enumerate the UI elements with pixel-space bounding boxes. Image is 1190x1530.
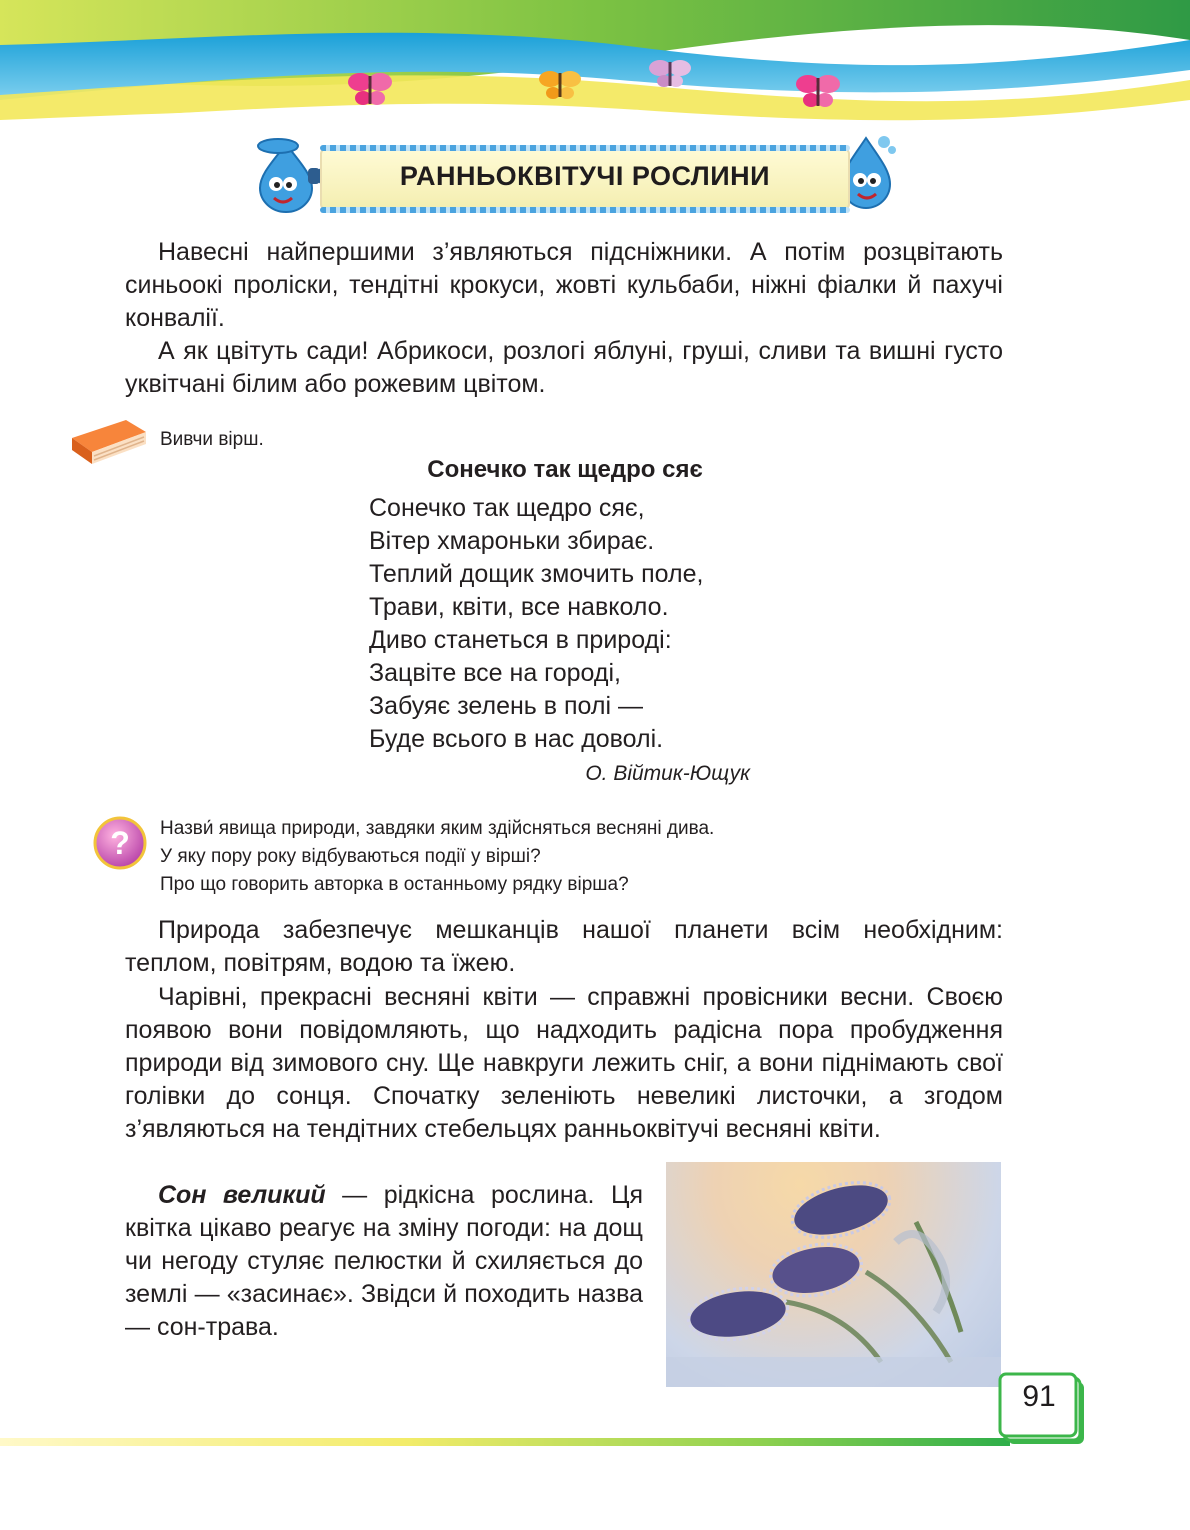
title-ribbon	[320, 148, 850, 210]
pasque-flower-text: — рідкісна рослина. Ця квітка цікаво реагує на зміну погоди: на дощ чи негоду стуляє пелюстки й схиляється до землі — «засинає». Звідси й походить назва — сон-трава.	[125, 1181, 644, 1341]
poem-line: Зацвіте все на городі,	[369, 659, 622, 687]
question-item: Назви́ явища природи, завдяки яким здійсняться весняні дива.	[160, 818, 715, 839]
page-title: РАННЬОКВІТУЧІ РОСЛИНИ	[399, 161, 771, 191]
header-wave-banner	[0, 0, 1190, 150]
footer-line	[0, 1438, 1010, 1446]
main-paragraph-1: Природа забезпечує мешканців нашої планети всім необхідним: теплом, повітрям, водою та їжею.	[125, 916, 1003, 977]
poem-line: Трави, квіти, все навколо.	[369, 593, 669, 621]
question-item: У яку пору року відбуваються події у вірші?	[160, 846, 541, 867]
pasque-flower-term: Сон великий	[158, 1181, 326, 1209]
poem-author: О. Війтик-Ющук	[585, 762, 750, 785]
poem-line: Буде всього в нас доволі.	[369, 725, 664, 753]
intro-paragraph-2: А як цвітуть сади! Абрикоси, розлогі яблуні, груші, сливи та вишні густо уквітчані білим або рожевим цвітом.	[125, 337, 1003, 398]
poem-line: Вітер хмароньки збирає.	[369, 527, 655, 555]
poem-line: Забуяє зелень в полі —	[369, 692, 643, 720]
ribbon-beads-top	[320, 145, 850, 151]
intro-paragraph-1: Навесні найпершими з’являються підсніжники. А потім розцвітають синьоокі проліски, тендітні крокуси, жовті кульбаби, ніжні фіалки й пахучі конвалії.	[125, 238, 1003, 332]
poem-text	[369, 492, 703, 756]
task-label: Вивчи вірш.	[160, 429, 264, 450]
poem-line: Диво станеться в природі:	[369, 626, 672, 654]
ribbon-beads-bottom	[320, 207, 850, 213]
page-number: 91	[1022, 1380, 1056, 1413]
poem-title: Сонечко так щедро сяє	[427, 456, 703, 483]
poem-line: Теплий дощик змочить поле,	[369, 560, 704, 588]
poem-line: Сонечко так щедро сяє,	[369, 494, 645, 522]
main-paragraph-2: Чарівні, прекрасні весняні квіти — справжні провісники весни. Своєю появою вони повідомляють, що надходить радісна пора пробудження природи від зимового сну. Ще навкруги лежить сніг, а вони піднімають свої голівки до сонця. Спочатку зеленіють невеликі листочки, а згодом з’являються на тендітних стебельцях ранньоквітучі весняні квіти.	[125, 983, 1003, 1143]
question-mark-icon	[92, 815, 148, 871]
svg-text:?: ?	[110, 825, 130, 861]
questions-list	[160, 815, 714, 899]
pasque-flower-paragraph	[125, 1179, 643, 1344]
question-item: Про що говорить авторка в останньому рядку вірша?	[160, 874, 629, 895]
pasque-flower-photo	[666, 1162, 1001, 1387]
